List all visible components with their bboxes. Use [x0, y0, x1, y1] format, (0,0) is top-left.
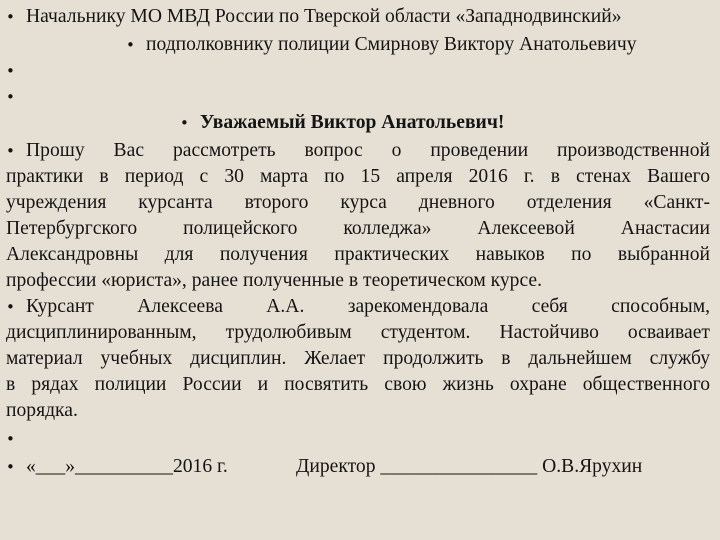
header-line-2: [126, 32, 710, 58]
bullet-icon: •: [6, 298, 15, 316]
paragraph-request: [6, 138, 710, 294]
empty-bullet-line: [6, 58, 710, 84]
paragraph-line: Петербургского полицейского колледжа» Алексеевой Анастасии: [6, 218, 710, 239]
greeting: Уважаемый Виктор Анатольевич!: [200, 112, 505, 133]
bullet-icon: •: [6, 8, 15, 26]
bullet-icon: •: [6, 458, 15, 476]
signature-date: «___»__________2016 г.: [26, 456, 228, 477]
bullet-icon: •: [180, 114, 189, 132]
paragraph-line: дисциплинированным, трудолюбивым студентом. Настойчиво осваивает: [6, 322, 710, 343]
signatory-name: О.В.Ярухин: [542, 456, 643, 477]
signature-block: [296, 454, 642, 480]
paragraph-line: практики в период с 30 марта по 15 апреля 2016 г. в стенах Вашего: [6, 166, 710, 187]
signatory-title: Директор: [296, 456, 376, 477]
header-addressee-title: Начальнику МО МВД России по Тверской области «Западнодвинский»: [26, 6, 622, 27]
bullet-icon: •: [6, 430, 15, 448]
paragraph-line: в рядах полиции России и посвятить свою жизнь охране общественного: [6, 374, 710, 395]
signature-blank: ________________: [380, 456, 538, 477]
paragraph-line: материал учебных дисциплин. Желает продолжить в дальнейшем службу: [6, 348, 710, 369]
header-line-1: [6, 4, 710, 30]
bullet-icon: •: [126, 36, 135, 54]
empty-bullet-line: [6, 426, 710, 452]
greeting-line: [180, 110, 710, 136]
bullet-icon: •: [6, 88, 15, 106]
header-addressee-name: подполковнику полиции Смирнову Виктору Анатольевичу: [146, 34, 637, 55]
paragraph-line: порядка.: [6, 400, 78, 421]
bullet-icon: •: [6, 142, 15, 160]
paragraph-line: • Прошу Вас рассмотреть вопрос о проведении производственной: [6, 138, 710, 164]
empty-bullet-line: [6, 84, 710, 110]
paragraph-line: профессии «юриста», ранее полученные в теоретическом курсе.: [6, 270, 542, 291]
bullet-icon: •: [6, 62, 15, 80]
paragraph-line: • Курсант Алексеева А.А. зарекомендовала себя способным,: [6, 294, 710, 320]
paragraph-line: Александровны для получения практических навыков по выбранной: [6, 244, 710, 265]
paragraph-characterization: [6, 294, 710, 424]
paragraph-line: учреждения курсанта второго курса дневного отделения «Санкт-: [6, 192, 710, 213]
